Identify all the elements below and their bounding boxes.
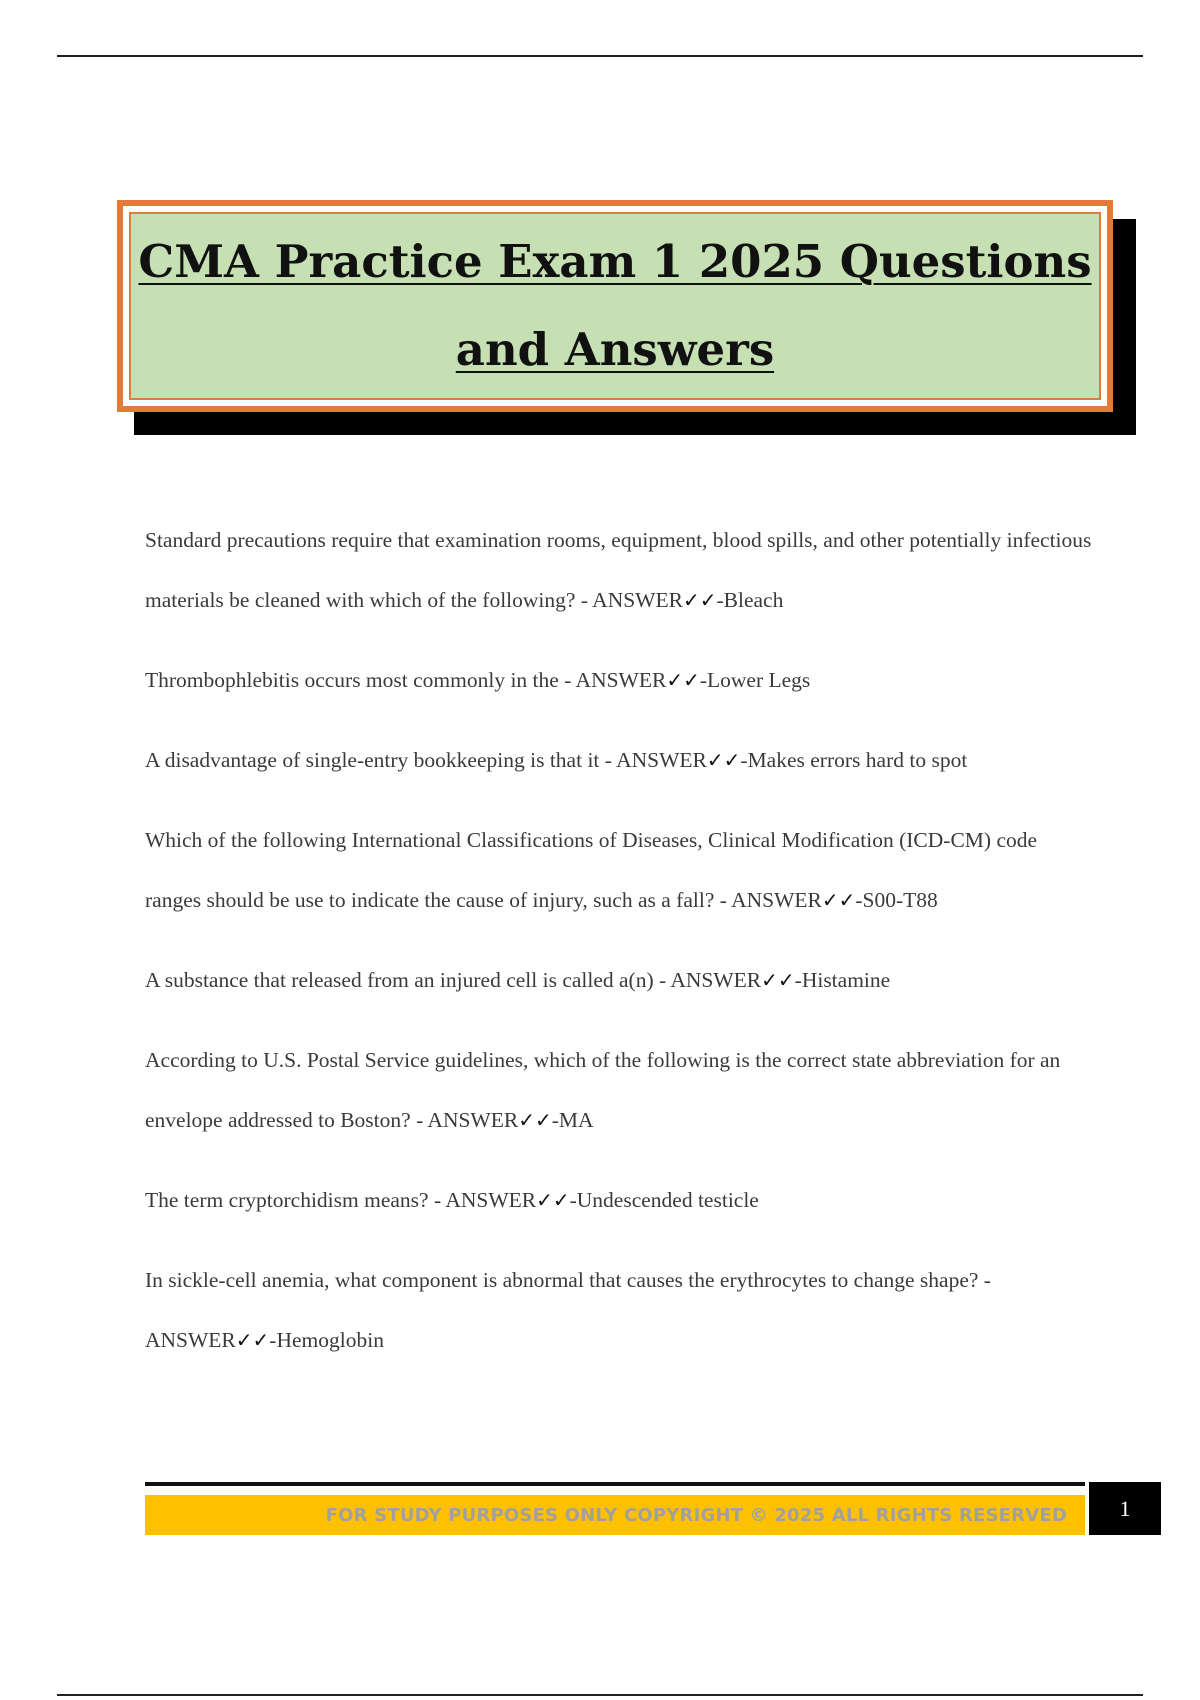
double-check-icon: ✓✓ (536, 1188, 570, 1212)
footer-band (145, 1482, 1085, 1535)
answer-text: -Hemoglobin (269, 1328, 384, 1352)
question-text: A disadvantage of single-entry bookkeeping is that it (145, 748, 600, 772)
answer-prefix: - ANSWER (558, 668, 667, 692)
answer-text: -Makes errors hard to spot (740, 748, 968, 772)
question-text: The term cryptorchidism means? (145, 1188, 429, 1212)
answer-prefix: - ANSWER (599, 748, 707, 772)
question-text: In sickle-cell anemia, what component is abnormal that causes the erythrocytes to change shape? (145, 1268, 979, 1292)
double-check-icon: ✓✓ (761, 968, 795, 992)
double-check-icon: ✓✓ (235, 1328, 270, 1352)
question-text: Which of the following International Classifications of Diseases, Clinical Modification (ICD-CM) code ranges should be use to indicate the cause of injury, such as a fall? (145, 828, 1038, 912)
answer-text: -Undescended testicle (569, 1188, 759, 1212)
qa-item (145, 510, 1095, 630)
answer-text: -MA (551, 1108, 594, 1132)
double-check-icon: ✓✓ (682, 588, 717, 612)
answer-prefix: - ANSWER (653, 968, 762, 992)
qa-item (145, 1250, 1095, 1370)
answer-prefix: - ANSWER (428, 1188, 537, 1212)
qa-item (145, 1170, 1095, 1230)
answer-prefix: - ANSWER (714, 888, 822, 912)
qa-item (145, 650, 1095, 710)
page-number-box (1089, 1482, 1161, 1535)
document-title-line-1: CMA Practice Exam 1 2025 Questions (138, 235, 1092, 288)
footer-highlight (145, 1495, 1085, 1535)
qa-item (145, 950, 1095, 1010)
answer-text: -Histamine (794, 968, 891, 992)
question-text: Standard precautions require that examination rooms, equipment, blood spills, and other potentially infectious materials be cleaned with which of the following? (145, 528, 1092, 612)
answer-prefix: - ANSWER (145, 1268, 991, 1352)
answer-text: -Bleach (716, 588, 784, 612)
bottom-rule (57, 1694, 1143, 1696)
answer-text: -Lower Legs (699, 668, 811, 692)
question-text: Thrombophlebitis occurs most commonly in the (145, 668, 559, 692)
document-title-line-2: and Answers (455, 323, 775, 376)
qa-list (145, 510, 1095, 1390)
double-check-icon: ✓✓ (518, 1108, 552, 1132)
qa-item (145, 1030, 1095, 1150)
answer-prefix: - ANSWER (575, 588, 683, 612)
answer-prefix: - ANSWER (410, 1108, 519, 1132)
page-number: 1 (1119, 1495, 1131, 1521)
title-box (117, 200, 1113, 412)
answer-text: -S00-T88 (855, 888, 938, 912)
double-check-icon: ✓✓ (666, 668, 700, 692)
top-rule (57, 55, 1143, 57)
qa-item (145, 810, 1095, 930)
title-box-inner (129, 212, 1101, 400)
question-text: A substance that released from an injured cell is called a(n) (145, 968, 654, 992)
footer-copyright-text: FOR STUDY PURPOSES ONLY COPYRIGHT © 2025 ALL RIGHTS RESERVED (325, 1504, 1067, 1526)
double-check-icon: ✓✓ (821, 888, 856, 912)
qa-item (145, 730, 1095, 790)
double-check-icon: ✓✓ (706, 748, 741, 772)
question-text: According to U.S. Postal Service guidelines, which of the following is the correct state abbreviation for an envelope addressed to Boston? (145, 1048, 1061, 1132)
